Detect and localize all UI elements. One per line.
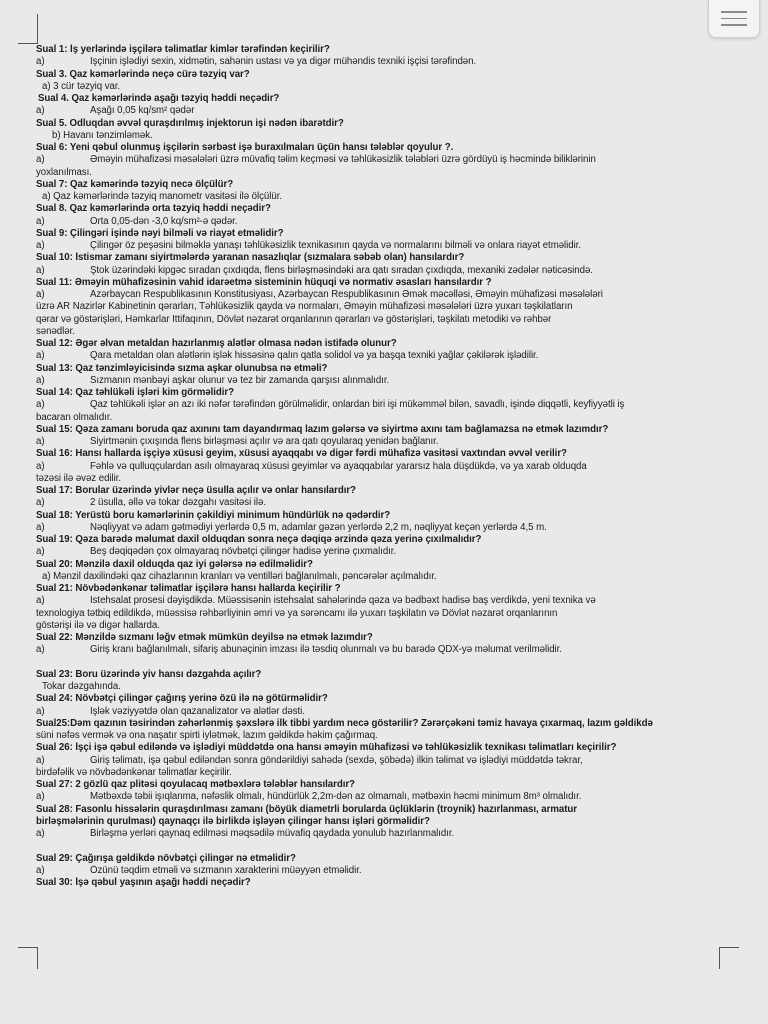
answer-text: Azərbaycan Respublikasının Konstitusiyası, Azərbaycan Respublikasının Əmək məcəlləsi, Əməyin mühafizəsi məsələləri — [90, 289, 603, 300]
answer-text: İşlək vəziyyətdə olan qazanalizator və alətlər dəsti. — [90, 705, 305, 717]
question-line: birləşmələrinin qurulması) qaynaqçı ilə birlikdə işləyən çilingər hansı işləri görməlidir? — [36, 815, 430, 827]
question-line: Sual 1: İş yerlərində işçilərə təlimatlar kimlər tərəfindən keçirilir? — [36, 44, 330, 55]
answer-line — [36, 216, 768, 228]
question-line: Sual 22: Mənzildə sızmanı ləğv etmək mümkün deyilsə nə etmək lazımdır? — [36, 632, 373, 643]
question-line: Sual 4. Qaz kəmərlərində aşağı təzyiq həddi neçədir? — [38, 93, 280, 104]
continuation-line: texnologiya tətbiq edildikdə, müəssisə rəhbərliyinin əmri və ya sərəncamı ilə yuxarı təşkilatın və Dövlət nəzarət orqanlarının — [36, 607, 558, 619]
answer-line — [36, 644, 768, 656]
answer-prefix: a) — [36, 828, 45, 839]
answer-text: 2 üsulla, əllə və tokar dəzgahı vasitəsi ilə. — [90, 497, 266, 509]
answer-text: Giriş təlimatı, işə qəbul ediləndən sonra göndərildiyi sahədə (sexdə, şöbədə) ilkin təlimat və işlədiyi müddətdə təkrar, — [90, 754, 583, 766]
answer-line — [36, 105, 768, 117]
answer-line: a) 3 cür təzyiq var. — [42, 80, 121, 92]
answer-prefix: a) — [36, 264, 45, 276]
answer-line — [36, 375, 768, 387]
answer-prefix: a) — [36, 154, 45, 166]
answer-prefix: a) — [36, 460, 45, 472]
question-line: Sual 3. Qaz kəmərlərində neçə cürə təzyiq var? — [36, 68, 250, 80]
document-page — [36, 44, 768, 889]
answer-line — [36, 436, 768, 448]
question-line: Sual 23: Boru üzərində yiv hansı dəzgahda açılır? — [36, 668, 262, 680]
answer-text: Çilingər öz peşəsini bilməklə yanaşı təhlükəsizlik texnikasının qayda və normalarını bilməli və onlara riayət etməlidir. — [90, 240, 581, 251]
answer-line — [36, 522, 768, 534]
blank-line — [36, 657, 768, 669]
continuation-line: sənədlər. — [36, 325, 75, 337]
answer-text: Giriş kranı bağlanılmalı, sifariş abunəçinin imzası ilə təsdiq olunmalı və bu barədə QDX-yə məlumat verilməlidir. — [90, 644, 562, 656]
question-line: Sual 12: Əgər əlvan metaldan hazırlanmış alətlər olmasa nədən istifadə olunur? — [36, 338, 397, 349]
answer-line — [36, 595, 768, 607]
question-line: Sual 8. Qaz kəmərlərində orta təzyiq həddi neçədir? — [36, 203, 271, 215]
answer-prefix: a) — [36, 595, 45, 607]
answer-prefix: a) — [36, 791, 45, 803]
question-line: Sual 26: İşçi işə qəbul ediləndə və işlədiyi müddətdə ona hansı əməyin mühafizəsi və təhlükəsizlik texnikası təlimatları keçirilir? — [36, 742, 617, 754]
question-line: Sual 30: İşə qəbul yaşının aşağı həddi neçədir? — [36, 877, 251, 888]
hamburger-menu-icon[interactable] — [708, 0, 760, 38]
answer-prefix: a) — [36, 215, 45, 227]
answer-text: Aşağı 0,05 kq/sm² qədər — [90, 105, 195, 117]
question-line: Sual 14: Qaz təhlükəli işləri kim görməlidir? — [36, 387, 235, 398]
answer-line — [36, 706, 768, 718]
answer-line — [36, 461, 768, 473]
crop-mark-bottom-right — [719, 947, 739, 948]
answer-text: Ştok üzərindəki kipgəc sıradan çıxdıqda, flens birləşməsindəki ara qatı sıradan çıxdıqda, mexaniki zədələr nəticəsində. — [90, 264, 593, 276]
question-line: Sual 21: Növbədənkənar təlimatlar işçilərə hansı hallarda keçirilir ? — [36, 583, 341, 594]
answer-line — [36, 240, 768, 252]
question-line: Sual 15: Qəza zamanı boruda qaz axınını tam dayandırmaq lazım gələrsə və siyirtmə axını tam bağlamazsa nə etmək lazımdır? — [36, 423, 609, 435]
answer-prefix: a) — [36, 240, 45, 251]
answer-text: Orta 0,05-dən -3,0 kq/sm²-ə qədər. — [90, 215, 238, 227]
continuation-line: yoxlanılması. — [36, 166, 92, 178]
continuation-line: bacaran olmalıdır. — [36, 411, 113, 423]
answer-line — [36, 791, 768, 803]
answer-text: Beş dəqiqədən çox olmayaraq növbətçi çilingər hadisə yerinə çıxmalıdır. — [90, 546, 397, 558]
question-line: Sual 27: 2 gözlü qaz plitəsi qoyulacaq mətbəxlərə tələblər hansılardır? — [36, 779, 355, 790]
menu-bar — [721, 24, 747, 26]
answer-prefix: a) — [36, 350, 45, 362]
answer-prefix: a) — [36, 497, 45, 509]
answer-text: İstehsalat prosesi dəyişdikdə. Müəssisənin istehsalat sahələrində qəza və bədbəxt hadisə baş verdikdə, yeni texnika və — [90, 595, 596, 607]
answer-prefix: a) — [36, 374, 45, 386]
menu-bar — [721, 11, 747, 13]
answer-text: Qara metaldan olan alətlərin işlək hissəsinə qalın qatla solidol və ya başqa texniki yağlar çəkilərək işlədilir. — [90, 350, 539, 362]
question-line: Sual 13: Qaz tənzimləyicisində sızma aşkar olunubsa nə etməli? — [36, 362, 328, 374]
question-line: Sual 6: Yeni qəbul olunmuş işçilərin sərbəst işə buraxılmaları üçün hansı tələblər qoyulur ?. — [36, 142, 454, 153]
answer-line — [36, 289, 768, 301]
question-line: Sual 20: Mənzilə daxil olduqda qaz iyi gələrsə nə edilməlidir? — [36, 558, 313, 570]
answer-prefix: a) — [36, 754, 45, 766]
crop-mark-bottom-right — [719, 947, 720, 969]
crop-mark-top-left — [37, 14, 38, 44]
answer-text: Özünü təqdim etməli və sızmanın xarakterini müəyyən etməlidir. — [90, 864, 362, 876]
question-line: Sual 5. Odluqdan əvvəl quraşdırılmış injektorun işi nədən ibarətdir? — [36, 117, 344, 129]
question-line: Sual 10: İstismar zamanı siyirtmələrdə yaranan nasazlıqlar (sızmalara səbəb olan) hansılardır? — [36, 252, 465, 264]
answer-text: Birləşmə yerləri qaynaq edilməsi məqsədilə müvafiq qaydada yonulub hazırlanmalıdır. — [90, 828, 455, 839]
answer-line: a) Qaz kəmərlərində təzyiq manometr vasitəsi ilə ölçülür. — [42, 191, 282, 202]
answer-text: Fəhlə və qulluqçulardan asılı olmayaraq xüsusi geyimlər və ayaqqabılar yararsız hala düşdükdə, və ya xarab olduqda — [90, 460, 587, 472]
answer-prefix: a) — [36, 644, 45, 656]
answer-prefix: a) — [36, 521, 45, 533]
answer-line — [36, 546, 768, 558]
answer-line: a) Mənzil daxilindəki qaz cihazlarının kranları və ventilləri bağlanılmalı, pəncərələr açılmalıdır. — [42, 570, 437, 582]
crop-mark-bottom-left — [18, 947, 38, 948]
question-line: Sual 7: Qaz kəmərində təzyiq necə ölçülür? — [36, 178, 234, 190]
question-line: Sual 17: Borular üzərində yivlər neçə üsulla açılır və onlar hansılardır? — [36, 485, 356, 496]
continuation-line: süni nəfəs vermək və ona naşatır spirti iylətmək, lazım gəldikdə həkim çağırmaq. — [36, 730, 378, 741]
answer-line — [36, 154, 768, 166]
question-line: Sual 28: Fasonlu hissələrin quraşdırılması zamanı (böyük diametrli borularda üçlüklərin (troynik) hazırlanması, armatur — [36, 803, 578, 815]
question-line: Sual 18: Yerüstü boru kəmərlərinin çəkildiyi minimum hündürlük nə qədərdir? — [36, 509, 391, 521]
question-line: Sual 16: Hansı hallarda işçiyə xüsusi geyim, xüsusi ayaqqabı və digər fərdi mühafizə vasitəsi vaxtından əvvəl verilir? — [36, 448, 567, 460]
answer-text: Qaz təhlükəli işlər ən azı iki nəfər tərəfindən görülməlidir, onlardan biri işi mükəmməl bilən, savadlı, işində diqqətli, keyfiyyətli iş — [90, 399, 625, 411]
answer-prefix: a) — [36, 105, 45, 117]
question-line: Sual25:Dəm qazının təsirindən zəhərlənmiş şəxslərə ilk tibbi yardım necə göstərilir? Zərərçəkəni təmiz havaya çıxarmaq, lazım gəldikdə — [36, 717, 653, 729]
crop-mark-top-left — [18, 43, 38, 44]
continuation-line: üzrə AR Nazirlər Kabinetinin qərarları, Təhlükəsizlik qayda və normaları, Əməyin mühafizəsi məsələləri üzrə yuxarı təşkilatların — [36, 301, 573, 313]
answer-text: İşçinin işlədiyi sexin, xidmətin, sahənin ustası və ya digər mühəndis texniki işçisi tərəfindən. — [90, 56, 477, 68]
question-line: Sual 11: Əməyin mühafizəsinin vahid idarəetmə sisteminin hüquqi və normativ əsasları hansılardır ? — [36, 276, 492, 288]
answer-text: Mətbəxdə təbii işıqlanma, nəfəslik olmalı, hündürlük 2,2m-dən az olmamalı, mətbəxin həcmi minimum 8m³ olmalıdır. — [90, 791, 582, 803]
continuation-line: göstərişi ilə və digər hallarda. — [36, 619, 160, 631]
question-line: Sual 9: Çilingəri işində nəyi bilməli və riayət etməlidir? — [36, 227, 284, 239]
crop-mark-bottom-left — [37, 947, 38, 969]
answer-line: Tokar dəzgahında. — [42, 681, 121, 692]
answer-line — [36, 828, 768, 840]
blank-line — [36, 840, 768, 852]
answer-prefix: a) — [36, 705, 45, 717]
answer-line — [36, 350, 768, 362]
answer-prefix: a) — [36, 436, 45, 447]
answer-line: b) Havanı tənzimləmək. — [52, 129, 153, 141]
answer-line — [36, 399, 768, 411]
answer-prefix: a) — [36, 546, 45, 558]
question-line: Sual 24: Növbətçi çilingər çağırış yerinə özü ilə nə götürməlidir? — [36, 693, 328, 705]
answer-line — [36, 755, 768, 767]
question-line: Sual 19: Qəza barədə məlumat daxil olduqdan sonra neçə dəqiqə ərzində qəza yerinə çıxılmalıdır? — [36, 534, 482, 545]
answer-line — [36, 497, 768, 509]
answer-text: Əməyin mühafizəsi məsələləri üzrə müvafiq təlim keçməsi və təhlükəsizlik tələbləri üzrə gördüyü iş həcmində biliklərinin — [90, 154, 596, 166]
answer-text: Siyirtmənin çıxışında flens birləşməsi açılır və ara qatı qoyularaq yenidən bağlanır. — [90, 436, 439, 447]
continuation-line: birdəfəlik və növbədənkənar təlimatlar keçirilir. — [36, 766, 232, 778]
menu-bar — [721, 18, 747, 20]
answer-text: Nəqliyyat və adam gətmədiyi yerlərdə 0,5 m, adamlar gəzən yerlərdə 2,2 m, nəqliyyat keçən yerlərdə 4,5 m. — [90, 521, 547, 533]
question-line: Sual 29: Çağırışa gəldikdə növbətçi çilingər nə etməlidir? — [36, 852, 296, 864]
answer-prefix: a) — [36, 864, 45, 876]
answer-text: Sızmanın mənbəyi aşkar olunur və tez bir zamanda qarşısı alınmalıdır. — [90, 374, 390, 386]
answer-line — [36, 865, 768, 877]
answer-prefix: a) — [36, 289, 45, 300]
continuation-line: təzəsi ilə əvəz edilir. — [36, 472, 122, 484]
continuation-line: qərar və göstərişləri, Həmkarlar İttifaqının, Dövlət nəzarət orqanlarının qərarları və göstərişləri, təşkilatı metodiki və rəhbər — [36, 313, 552, 325]
answer-line — [36, 56, 768, 68]
answer-prefix: a) — [36, 399, 45, 411]
answer-line — [36, 265, 768, 277]
answer-prefix: a) — [36, 56, 45, 68]
